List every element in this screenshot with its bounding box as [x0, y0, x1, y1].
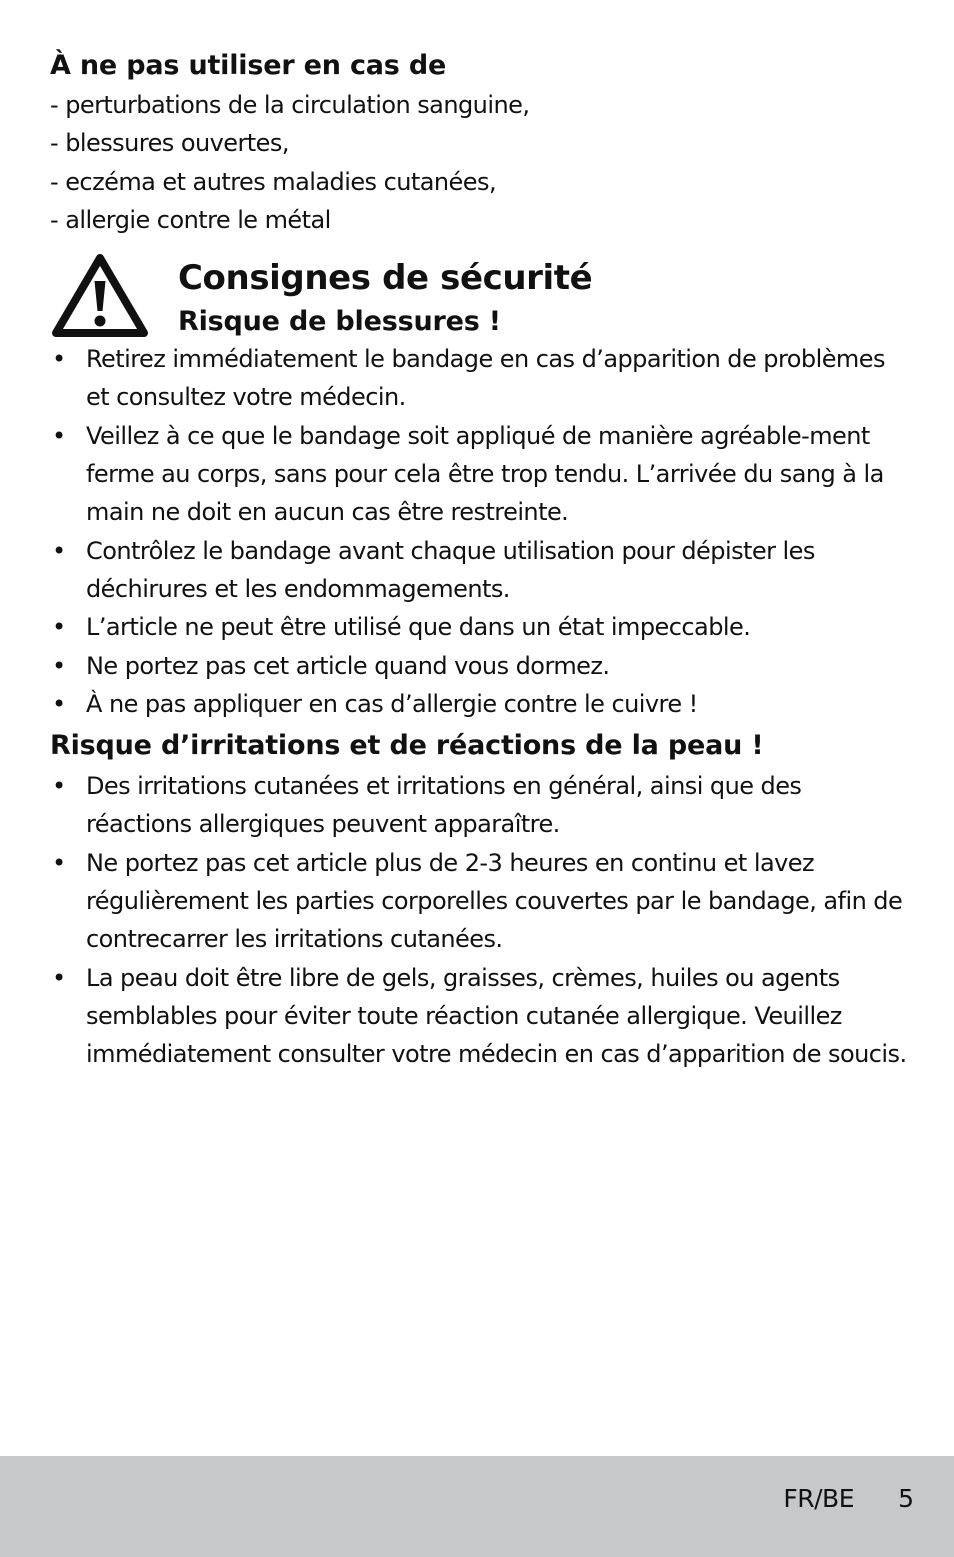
injury-risk-subtitle: Risque de blessures ! [178, 306, 501, 338]
skin-risk-list [50, 767, 910, 1073]
safety-title: Consignes de sécurité [178, 258, 593, 299]
contraindications-heading: À ne pas utiliser en cas de [50, 50, 447, 81]
list-item: • Retirez immédiatement le bandage en cas d’apparition de problèmes et consultez votre médecin. [50, 340, 910, 417]
page-content [50, 46, 910, 1074]
list-item: • Ne portez pas cet article plus de 2-3 heures en continu et lavez régulièrement les parties corporelles couvertes par le bandage, afin de contrecarrer les irritations cutanées. [50, 844, 910, 959]
list-item: - perturbations de la circulation sanguine, [50, 86, 910, 124]
list-item: • Ne portez pas cet article quand vous dormez. [50, 647, 910, 685]
list-item: - allergie contre le métal [50, 201, 910, 239]
list-item: - blessures ouvertes, [50, 124, 910, 162]
language-code: FR/BE [783, 1484, 854, 1513]
safety-header [50, 248, 910, 340]
list-item: • À ne pas appliquer en cas d’allergie contre le cuivre ! [50, 685, 910, 723]
safety-list [50, 340, 910, 723]
skin-risk-heading: Risque d’irritations et de réactions de la peau ! [50, 730, 764, 762]
list-item: - eczéma et autres maladies cutanées, [50, 163, 910, 201]
list-item: • Des irritations cutanées et irritations en général, ainsi que des réactions allergiques peuvent apparaître. [50, 767, 910, 844]
footer-bar [0, 1456, 954, 1557]
list-item: • La peau doit être libre de gels, graisses, crèmes, huiles ou agents semblables pour éviter toute réaction cutanée allergique. Veuillez immédiatement consulter votre médecin en cas d’apparition de soucis. [50, 959, 910, 1074]
list-item: • Contrôlez le bandage avant chaque utilisation pour dépister les déchirures et les endommagements. [50, 532, 910, 609]
list-item: • Veillez à ce que le bandage soit appliqué de manière agréable-ment ferme au corps, sans pour cela être trop tendu. L’arrivée du sang à la main ne doit en aucun cas être restreinte. [50, 417, 910, 532]
list-item: • L’article ne peut être utilisé que dans un état impeccable. [50, 608, 910, 646]
contraindications-list [50, 86, 910, 239]
warning-triangle-icon [50, 251, 150, 339]
page-number: 5 [898, 1484, 914, 1513]
